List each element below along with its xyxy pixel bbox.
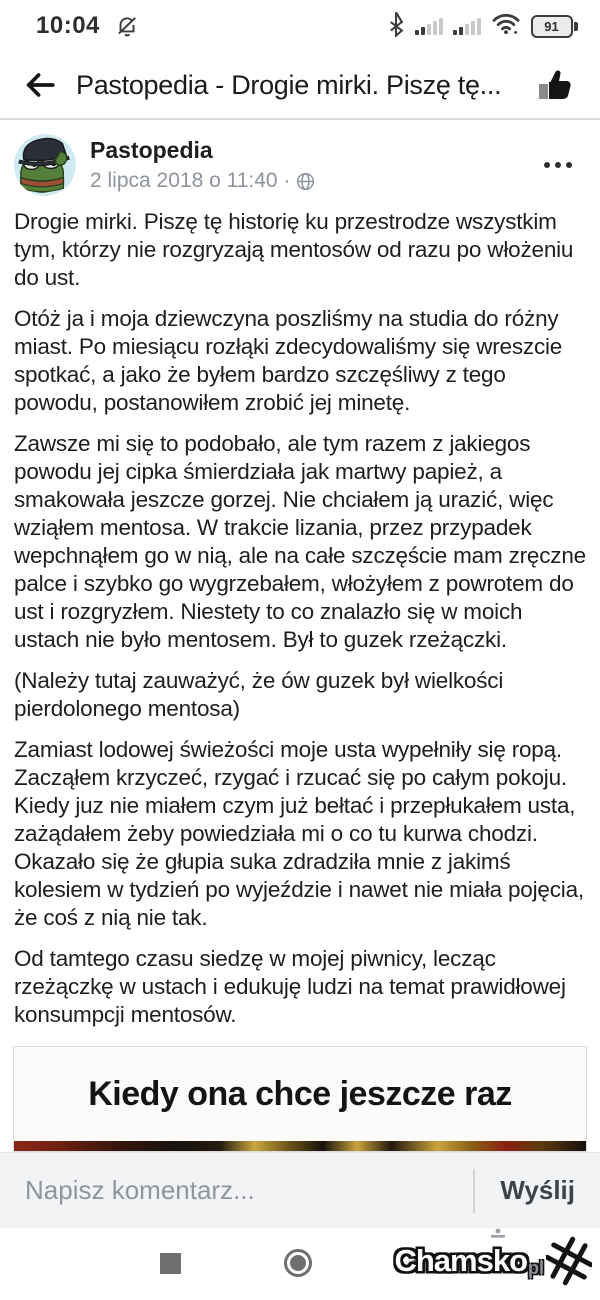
post-body (0, 204, 600, 1042)
watermark-tld: pl (528, 1257, 544, 1278)
hash-grid-icon (546, 1236, 592, 1286)
author-name[interactable]: Pastopedia (90, 137, 213, 163)
post-paragraph: Otóż ja i moja dziewczyna poszliśmy na studia do różny miast. Po miesiącu rozłąki zdecydowaliśmy się wreszcie spotkać, a jako że byłem bardzo szczęśliwy z tego powodu, postanowiłem zrobić jej minetę. (14, 306, 563, 415)
post-header (0, 120, 600, 204)
post-meta (90, 169, 532, 193)
status-icons (387, 11, 579, 42)
recents-square-icon[interactable] (160, 1253, 181, 1274)
like-button[interactable] (530, 63, 580, 107)
wifi-icon (491, 12, 521, 41)
cell-signal-2-icon (453, 17, 481, 35)
post-paragraph: Zamiast lodowej świeżości moje usta wypełniły się ropą. Zacząłem krzyczeć, rzygać i rzucać się po całym pokoju. Kiedy juz nie miałem czym już bełtać i przepłukałem usta, zażądałem żeby powiedziała mi o co tu kurwa chodzi. Okazało się że głupia suka zdradziła mnie z jakimś kolesiem w tydzień po wyjeździe i nawet nie miała pojęcia, że coś z nią nie tak. (14, 737, 584, 930)
comment-bar (0, 1152, 600, 1228)
post-timestamp: 2 lipca 2018 o 11:40 · (90, 169, 291, 192)
post-paragraph: Od tamtego czasu siedzę w mojej piwnicy, lecząc rzeżączkę w ustach i edukuję ludzi na temat prawidłowej konsumpcji mentosów. (14, 946, 566, 1027)
cell-signal-1-icon (415, 17, 443, 35)
globe-icon (296, 172, 315, 191)
battery-percent: 91 (544, 18, 559, 34)
page-title: Pastopedia - Drogie mirki. Piszę tę... (76, 69, 502, 100)
post-paragraph: Zawsze mi się to podobało, ale tym razem z jakiegos powodu jej cipka śmierdziała jak martwy papież, a smakowała jeszcze gorzej. Nie chciałem ją urazić, więc wziąłem mentosa. W trakcie lizania, przez przypadek wepchnąłem go w nią, ale na całe szczęście mam zręczne palce i szybko go wygrzebałem, włożyłem z powrotem do ust i rozgryzłem. Niestety to co znalazło się w moich ustach nie było mentosem. Był to guzek rzeżączki. (14, 431, 586, 652)
more-options-button[interactable] (532, 145, 584, 185)
app-bar (0, 52, 600, 118)
back-button[interactable] (18, 63, 62, 107)
home-circle-icon[interactable] (284, 1249, 312, 1277)
battery-icon (531, 15, 579, 38)
more-options-icon (544, 162, 550, 168)
meme-caption-text: Kiedy ona chce jeszcze raz (88, 1074, 512, 1113)
attached-meme-image[interactable] (13, 1046, 587, 1152)
chamsko-watermark (394, 1236, 592, 1286)
antenna-figure-icon (490, 1228, 506, 1240)
comment-input[interactable] (25, 1175, 473, 1206)
meme-image-cropped-content (14, 1141, 586, 1151)
clock: 10:04 (36, 12, 100, 39)
status-bar (0, 0, 600, 52)
post-header-text (90, 137, 532, 193)
thumbs-up-icon (535, 66, 575, 104)
back-arrow-icon (23, 68, 57, 102)
send-comment-button[interactable]: Wyślij (475, 1175, 600, 1206)
post-paragraph: Drogie mirki. Piszę tę historię ku przestrodze wszystkim tym, którzy nie rozgryzają mentosów od razu po włożeniu do ust. (14, 209, 574, 290)
bluetooth-icon (387, 11, 405, 42)
notifications-muted-icon (114, 13, 140, 39)
pepe-frog-avatar-icon (14, 134, 76, 196)
watermark-brand: Chamsko (394, 1243, 527, 1278)
android-nav-bar (0, 1228, 600, 1300)
post-view (0, 120, 600, 1152)
post-paragraph: (Należy tutaj zauważyć, że ów guzek był wielkości pierdolonego mentosa) (14, 668, 504, 721)
avatar[interactable] (14, 134, 76, 196)
